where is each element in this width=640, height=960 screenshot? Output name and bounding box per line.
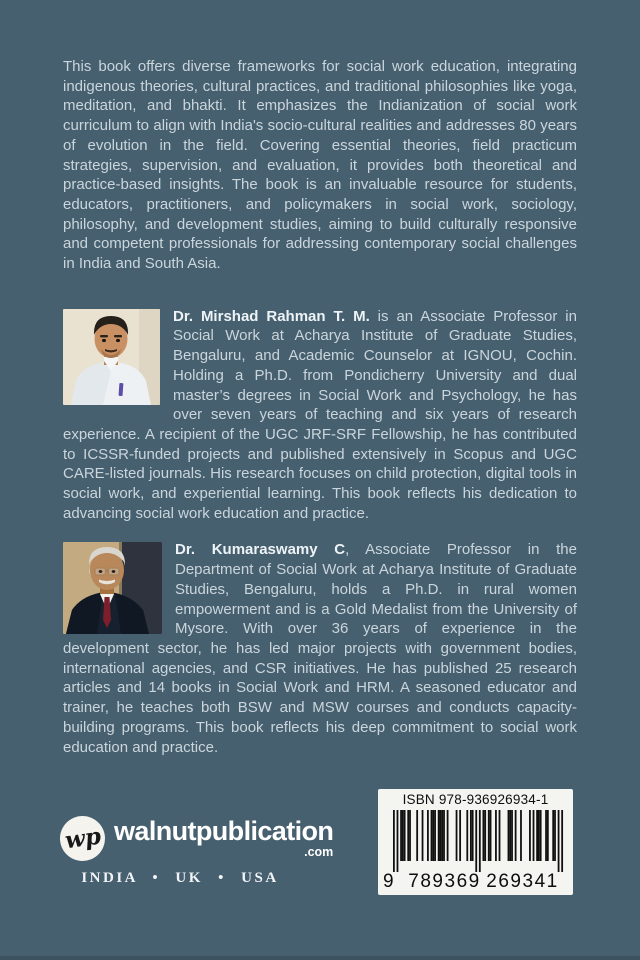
isbn-digit-group1: 789369	[408, 871, 481, 892]
isbn-digit-group2: 269341	[486, 871, 559, 892]
author-photo-kumaraswamy	[63, 542, 162, 634]
book-description: This book offers diverse frameworks for social work education, integrating indigenous theories, cultural practices, and traditional philosophies like yoga, meditation, and bhakti. It emphasizes the Indianization of social work curriculum to align with India's socio-cultural realities and addresses 80 years of evolution in the field. Covering essential theories, field practicum strategies, supervision, and evaluation, it provides both theoretical and practice-based insights. The book is an invaluable resource for students, educators, practitioners, and policymakers in social work, sociology, philosophy, and development studies, aiming to build culturally responsive and competent professionals for addressing contemporary social challenges in India and South Asia.	[63, 58, 577, 273]
isbn-digits-row	[378, 871, 573, 893]
author-bio-kumaraswamy	[63, 540, 577, 757]
publisher-monogram-icon	[60, 816, 105, 861]
publisher-domain: .com	[304, 845, 334, 860]
publisher-wordmark-wrap	[114, 818, 333, 859]
publisher-regions: INDIA • UK • USA	[81, 870, 279, 886]
cover-bottom-edge	[0, 956, 640, 960]
isbn-number-label: ISBN 978-936926934-1	[402, 792, 549, 807]
author-bio-mirshad	[63, 307, 577, 524]
isbn-digit-lead: 9	[383, 871, 394, 892]
isbn-barcode	[378, 810, 573, 874]
author-name-mirshad: Dr. Mirshad Rahman T. M.	[173, 307, 370, 325]
wp-monogram-text: wp	[62, 822, 103, 855]
author-bio-text-kumaraswamy: , Associate Professor in the Department of Social Work at Acharya Institute of Graduate Studies, Bengaluru, holds a Ph.D. in rural women empowerment and is a Gold Medalist from the University of Mysore. With over 36 years of experience in the development sector, he has led major projects with government bodies, international agencies, and CSR initiatives. He has published 25 research articles and 14 books in Social Work and HRM. A seasoned educator and trainer, he teaches both BSW and MSW courses and conducts capacity-building programs. This book reflects his deep commitment to social work education and practice.	[63, 541, 577, 756]
publisher-logo-block	[60, 816, 355, 887]
author-name-kumaraswamy: Dr. Kumaraswamy C	[175, 541, 346, 559]
author-photo-mirshad	[63, 309, 160, 405]
publisher-logo-row	[60, 816, 355, 861]
isbn-barcode-panel	[378, 789, 573, 895]
author-bio-text-mirshad: is an Associate Professor in Social Work at Acharya Institute of Graduate Studies, Bengaluru, and Academic Counselor at IGNOU, Cochin. Holding a Ph.D. from Pondicherry University and dual master’s degrees in Social Work and Psychology, he has over seven years of teaching and six years of research experience. A recipient of the UGC JRF-SRF Fellowship, he has contributed to ICSSR-funded projects and published extensively in Scopus and UGC CARE-listed journals. His research focuses on child protection, digital tools in social work, and experiential learning. This book reflects his dedication to advancing social work education and practice.	[63, 307, 577, 522]
publisher-name: walnutpublication	[114, 816, 334, 847]
